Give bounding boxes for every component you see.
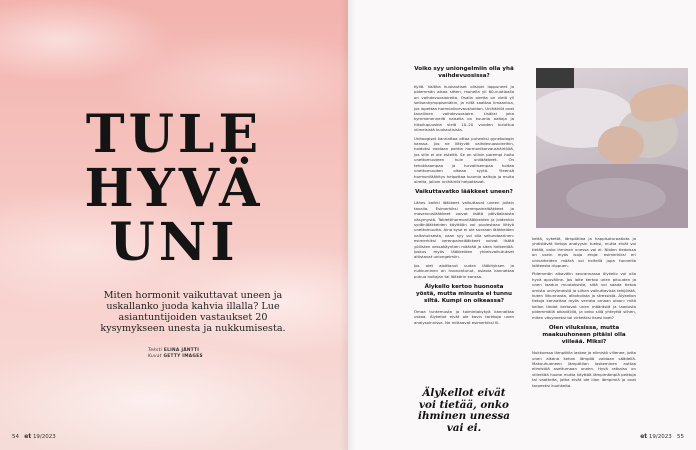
column-2 <box>532 236 636 440</box>
magazine-name-right: et <box>640 433 648 440</box>
credits <box>148 348 203 360</box>
paragraph: Nukkuessa lämpötila laskee ja elimistö viilenee, jotta unen aikana kehon lämpöä voidaan säädellä. Makuuhuoneen lämpötilan laskeminen auttaa elimistöä asettumaan uneen. Hyvä ratkaisu on viilentää huone mutta käyttää lämpimämpiä peittoja tai vaatteita, jotka eivät ole liian lämpimiä ja ovat tarpeeksi kuohkeita. <box>532 350 636 388</box>
article-title <box>0 104 348 273</box>
paragraph: Pidemmän aikavälin seurannassa älykello voi olla hyvä apuväline. Jos laite kertoo unen pituuden ja unen laadun muutoksista, siitä voi saada tietoa omista unirytmeistä ja siihen vaikuttavista tekijöistä, kuten liikunnasta, alkoholista ja stressistä. Älykellon tietoja kannattaa myös verrata omaan oloon: mitä kellon tiedot kertovat unen määrästä ja laadusta pidemmällä aikavälillä, ja onko sillä yhteyttä siihen, miten väsyneeksi tai virkeäksi itsesi koet? <box>532 271 636 320</box>
title-line-2: HYVÄ <box>84 158 264 219</box>
question-heading-1: Voiko syy uniongelmiin olla yhä vaihdevuosissa? <box>414 66 514 79</box>
page-number-right: 55 <box>677 434 684 440</box>
question-heading-2: Vaikuttavatko lääkkeet uneen? <box>415 189 513 196</box>
right-page <box>348 0 696 450</box>
folio-left <box>12 433 56 440</box>
folio-right <box>640 433 684 440</box>
article-lead: Miten hormonit vaikuttavat uneen ja uskallanko juoda kahvia illalla? Lue asiantuntijoiden vastaukset 20 kysymykseen unesta ja nukkumisesta. <box>100 290 286 334</box>
issue-right: 19/2023 <box>648 434 672 440</box>
paragraph: Jos olet aloittanut uuden lääkityksen ja nukkuminen on huonontunut, asiasta kannattaa puhua hoitajan tai lääkärin kanssa. <box>414 262 514 279</box>
paragraph: kettä, sykettä, lämpötilaa ja happisaturaatiota ja yhdistävät tietoja analyysin tueksi, mutta eivät voi tietää, onko ihminen unessa vai ei. Niiden tiedoissa on usein myös isoja eroja: esimerkiksi eri univaiheiden määrä voi heitellä jopa tunneilla laitteesta riippuen. <box>532 236 636 269</box>
title-line-1: TULE <box>85 104 263 165</box>
paragraph: Kyllä. Valtika kuukautiset olisivat loppuneet jo pidemmän aikaa sitten, monella yli 60-vuotiaalla on vaihdevuosioireita. Osalla oireita on vielä yli seitsenkymppisenäkin, ja niitä saattaa ilmaantua, jos lopettaa hormonikorvaushoidon. Unihäiriöt ovat tavallinen vaihdevuosioire. Lisäksi joka kymmenennellä naisella on kuumia aaltoja ja hikoilupuuskia vielä 10–20 vuoden kuluttua viimeisistä kuukautisista. <box>414 84 514 133</box>
photo-credit-label: Kuvat <box>148 354 162 359</box>
magazine-name-left: et <box>24 433 32 440</box>
paragraph: Unitoogiset kannattaa ottaa puheeksi gynekologin kanssa. Jos ne liittyvät vaihdevuosioireihin, hoidoksi voidaan pohtia hormonikorvaushäiriöitä, jos sille ei ole esteitä. Se on silloin parempi hoito unettomuuteen kuin unilääkkeet. On tehokkaampaa ja turvallisempaa hoitaa unettomuuden oikeaa syytä. Yleensä hormonilääkitys helpottaa kuumia aaltoja ja muita oireita, jolloin unihäiriöt helpottavat. <box>414 135 514 184</box>
question-heading-3: Älykello kertoo huonosta yöstä, mutta minusta ei tunnu siltä. Kumpi on oikeassa? <box>416 284 512 304</box>
text-credit-label: Teksti <box>148 348 163 353</box>
column-1 <box>414 66 514 384</box>
photo-credit-name: GETTY IMAGES <box>163 354 203 359</box>
question-heading-4: Olen viluksissa, mutta maakuuhoneen pitäisi olla viileää. Miksi? <box>542 325 626 346</box>
paragraph: Omaa tuntemusta ja toimintakykyä kannattaa uskoa. Älykellot eivät ole kovin tarkkoja unen analysoinnissa. Ne mittaavat esimerkiksi lii- <box>414 309 514 325</box>
text-credit-name: ELINA JÄNTTI <box>163 348 200 353</box>
paragraph: Lähes kaikki lääkkeet vaikuttavat uneen jollain tavalla. Esimerkiksi verenpainelääkkeet ja masennuslääkkeet voivat lisätä päiväaikaista väsymystä. Tablettihormonilääkkeiden ja joidenkin sydänlääkkeiden käyttöön voi puolestaan liittyä unettomuutta. Aina kyse ei ole suoraan lääkkeiden vaikutuksesta, vaan syy voi olla sekundaarinen: esimerkiksi verenpainelääkkeet voivat lisätä yöllisten vessakäyntien määrää ja siten heikentää. Joskus myös lääkkeiden yhteisvaikutukset altistavat uniongelmiin. <box>414 200 514 260</box>
page-number-left: 54 <box>12 434 19 440</box>
issue-left: 19/2023 <box>32 434 56 440</box>
pull-quote: Älykellot eivät voi tietää, onko ihminen unessa vai ei. <box>418 387 510 434</box>
sleeping-woman-photo <box>536 68 688 228</box>
title-line-3: UNI <box>109 212 239 273</box>
